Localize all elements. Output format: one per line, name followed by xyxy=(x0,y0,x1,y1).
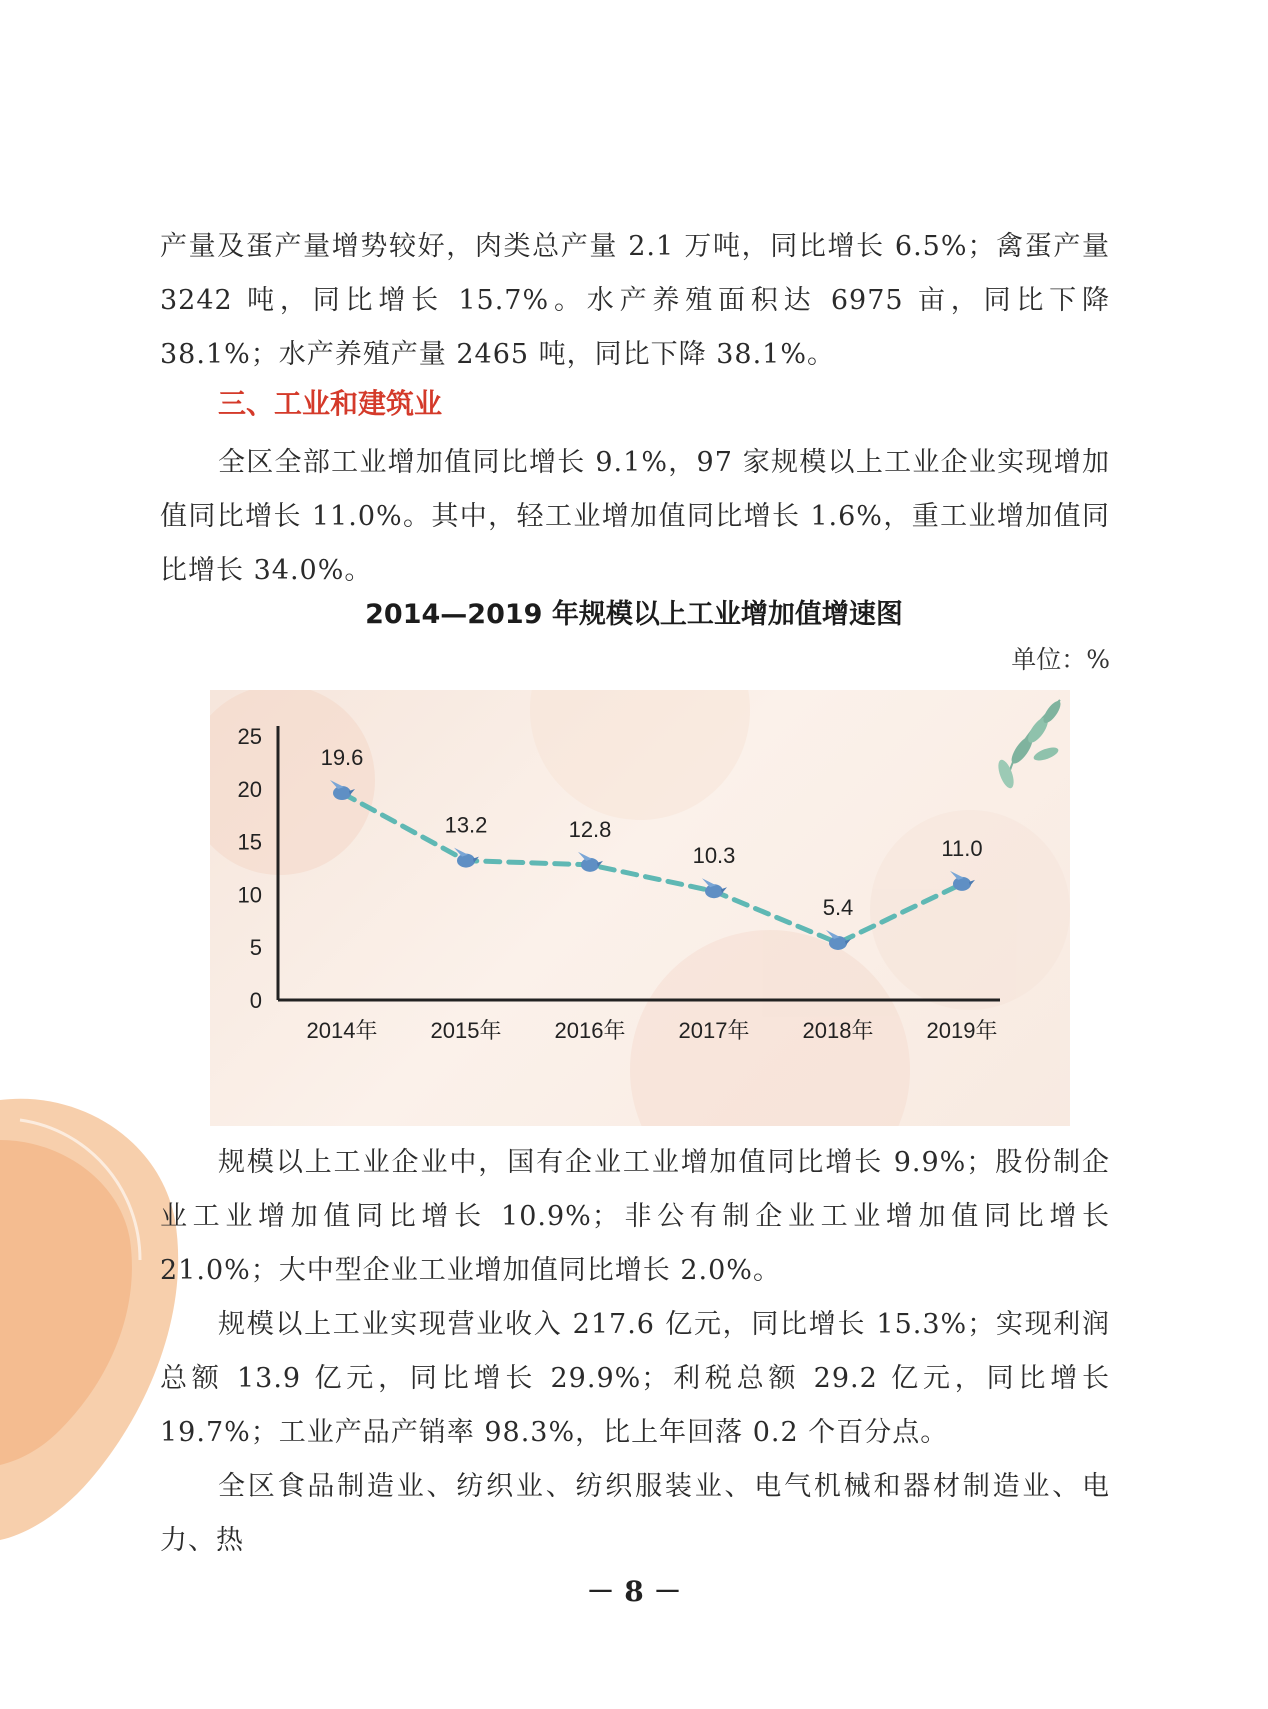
y-tick-label: 20 xyxy=(237,776,262,802)
paragraph-enterprise-types: 规模以上工业企业中，国有企业工业增加值同比增长 9.9%；股份制企业工业增加值同比增长 10.9%；非公有制企业工业增加值同比增长 21.0%；大中型企业工业增加值同比增长 2.0%。 xyxy=(160,1147,1110,1286)
data-label: 12.8 xyxy=(568,816,612,842)
line-chart xyxy=(210,690,1070,1126)
data-label: 5.4 xyxy=(822,894,854,920)
paragraph-revenue-profit: 规模以上工业实现营业收入 217.6 亿元，同比增长 15.3%；实现利润总额 13.9 亿元，同比增长 29.9%；利税总额 29.2 亿元，同比增长 19.7%；工业产品产销率 98.3%，比上年回落 0.2 个百分点。 xyxy=(160,1309,1110,1448)
paragraph-industry-growth: 全区全部工业增加值同比增长 9.1%，97 家规模以上工业企业实现增加值同比增长 11.0%。其中，轻工业增加值同比增长 1.6%，重工业增加值同比增长 34.0%。 xyxy=(160,447,1110,586)
x-tick-label: 2019年 xyxy=(926,1018,998,1043)
line-chart-panel xyxy=(210,690,1070,1126)
x-tick-label: 2017年 xyxy=(678,1018,750,1043)
paragraph-manufacturing: 全区食品制造业、纺织业、纺织服装业、电气机械和器材制造业、电力、热 xyxy=(160,1471,1110,1556)
chart-unit-label: 单位：% xyxy=(1011,645,1110,674)
x-tick-label: 2014年 xyxy=(306,1018,378,1043)
y-tick-label: 0 xyxy=(249,988,262,1013)
y-tick-label: 25 xyxy=(237,724,262,749)
data-label: 11.0 xyxy=(941,835,983,861)
chart-title: 2014—2019 年规模以上工业增加值增速图 xyxy=(365,599,903,630)
data-label: 19.6 xyxy=(320,745,364,771)
data-label: 10.3 xyxy=(692,843,736,869)
y-tick-label: 10 xyxy=(237,882,262,908)
section-heading-industry: 三、工业和建筑业 xyxy=(218,387,443,420)
y-tick-label: 15 xyxy=(237,829,262,855)
x-tick-label: 2015年 xyxy=(430,1018,502,1043)
x-tick-label: 2016年 xyxy=(554,1018,626,1043)
paragraph-livestock: 产量及蛋产量增势较好，肉类总产量 2.1 万吨，同比增长 6.5%；禽蛋产量 3242 吨，同比增长 15.7%。水产养殖面积达 6975 亩，同比下降 38.1%；水产养殖产量 2465 吨，同比下降 38.1%。 xyxy=(160,231,1110,370)
data-label: 13.2 xyxy=(444,812,488,838)
x-tick-label: 2018年 xyxy=(802,1018,874,1043)
y-tick-label: 5 xyxy=(249,935,262,961)
page-number: － 8 － xyxy=(586,1575,682,1608)
leaf-sprig-decoration xyxy=(995,698,1063,790)
data-point-marker xyxy=(454,848,479,868)
